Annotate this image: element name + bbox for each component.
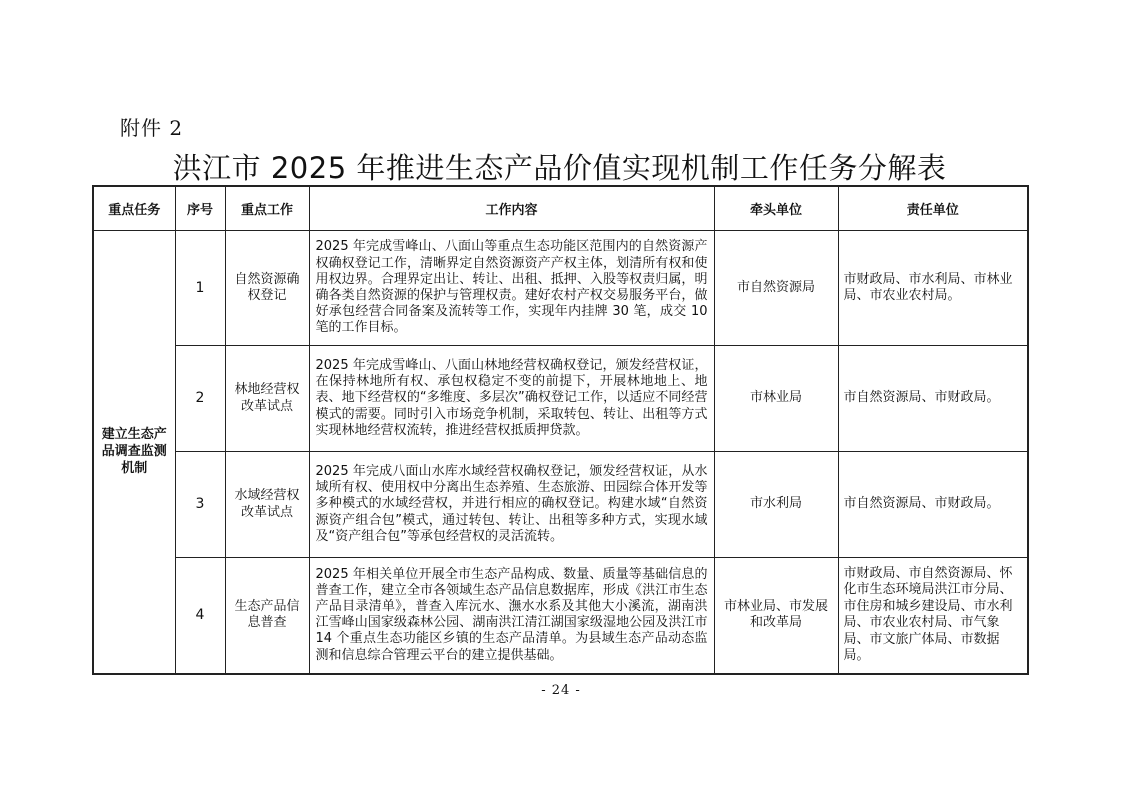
table-header-row	[93, 186, 1028, 231]
responsible-unit-cell: 市自然资源局、市财政局。	[838, 452, 1028, 558]
lead-unit-cell: 市林业局、市发展和改革局	[714, 558, 838, 674]
content-cell: 2025 年完成雪峰山、八面山等重点生态功能区范围内的自然资源产权确权登记工作，清晰界定自然资源资产产权主体，划清所有权和使用权边界。合理界定出让、转让、出租、抵押、入股等权责归属，明确各类自然资源的保护与管理权责。建好农村产权交易服务平台，做好承包经营合同备案及流转等工作，实现年内挂牌 30 笔，成交 10 笔的工作目标。	[309, 231, 714, 346]
work-cell: 生态产品信息普查	[225, 558, 309, 674]
responsible-unit-cell: 市财政局、市水利局、市林业局、市农业农村局。	[838, 231, 1028, 346]
column-header-lead-unit: 牵头单位	[714, 186, 838, 231]
responsible-unit-cell: 市财政局、市自然资源局、怀化市生态环境局洪江市分局、市住房和城乡建设局、市水利局、市农业农村局、市气象局、市文旅广体局、市数据局。	[838, 558, 1028, 674]
table-row	[93, 558, 1028, 674]
work-cell: 自然资源确权登记	[225, 231, 309, 346]
work-cell: 水域经营权改革试点	[225, 452, 309, 558]
column-header-content: 工作内容	[309, 186, 714, 231]
work-cell: 林地经营权改革试点	[225, 346, 309, 452]
seq-cell: 2	[175, 346, 225, 452]
content-cell: 2025 年相关单位开展全市生态产品构成、数量、质量等基础信息的普查工作，建立全市各领域生态产品信息数据库，形成《洪江市生态产品目录清单》，普查入库沅水、潕水水系及其他大小溪流，湖南洪江雪峰山国家级森林公园、湖南洪江清江湖国家级湿地公园及洪江市 14 个重点生态功能区乡镇的生态产品清单。为县域生态产品动态监测和信息综合管理云平台的建立提供基础。	[309, 558, 714, 674]
responsible-unit-cell: 市自然资源局、市财政局。	[838, 346, 1028, 452]
attachment-label: 附件 2	[120, 116, 184, 140]
content-cell: 2025 年完成八面山水库水域经营权确权登记，颁发经营权证，从水域所有权、使用权中分离出生态养殖、生态旅游、田园综合体开发等多种模式的水域经营权，并进行相应的确权登记。构建水域“自然资源资产组合包”模式，通过转包、转让、出租等多种方式，实现水域及“资产组合包”等承包经营权的灵活流转。	[309, 452, 714, 558]
lead-unit-cell: 市水利局	[714, 452, 838, 558]
column-header-seq: 序号	[175, 186, 225, 231]
page-number: - 24 -	[541, 683, 581, 698]
lead-unit-cell: 市自然资源局	[714, 231, 838, 346]
table-row	[93, 346, 1028, 452]
table-row	[93, 452, 1028, 558]
category-cell: 建立生态产品调查监测机制	[93, 231, 175, 674]
task-breakdown-table	[92, 185, 1029, 675]
table-row	[93, 231, 1028, 346]
seq-cell: 1	[175, 231, 225, 346]
document-title: 洪江市 2025 年推进生态产品价值实现机制工作任务分解表	[172, 151, 947, 185]
column-header-responsible-unit: 责任单位	[838, 186, 1028, 231]
lead-unit-cell: 市林业局	[714, 346, 838, 452]
seq-cell: 4	[175, 558, 225, 674]
column-header-key-work: 重点工作	[225, 186, 309, 231]
content-cell: 2025 年完成雪峰山、八面山林地经营权确权登记，颁发经营权证，在保持林地所有权、承包权稳定不变的前提下，开展林地地上、地表、地下经营权的“多维度、多层次”确权登记工作，以适应不同经营模式的需要。同时引入市场竞争机制，采取转包、转让、出租等方式实现林地经营权流转，推进经营权抵质押贷款。	[309, 346, 714, 452]
column-header-key-task: 重点任务	[93, 186, 175, 231]
seq-cell: 3	[175, 452, 225, 558]
